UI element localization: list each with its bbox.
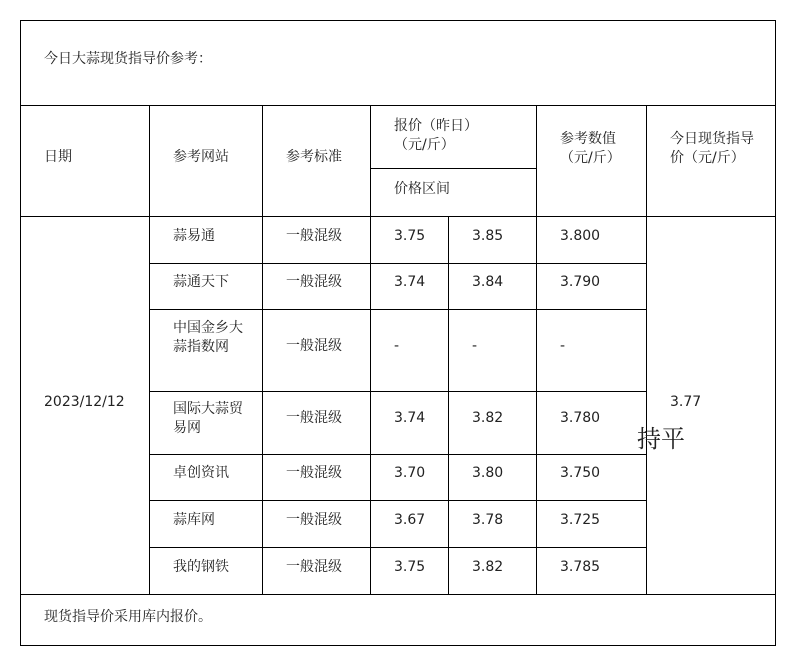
row-divider: [149, 500, 646, 501]
trend-label: 持平: [637, 425, 685, 453]
row-3-site: 中国金乡大蒜指数网: [173, 320, 243, 355]
row-4-high: 3.82: [472, 410, 504, 426]
row-7-high: 3.82: [472, 559, 504, 575]
header-date: 日期: [44, 149, 72, 165]
row-4-standard: 一般混级: [286, 410, 342, 426]
col-divider: [370, 105, 371, 594]
row-divider: [149, 547, 646, 548]
col-divider: [448, 216, 449, 594]
row-4-ref: 3.780: [560, 410, 601, 426]
footnote: 现货指导价采用库内报价。: [44, 609, 212, 625]
row-2-ref: 3.790: [560, 274, 601, 290]
header-guide-price: 今日现货指导价（元/斤）: [670, 131, 754, 166]
col-divider: [646, 105, 647, 594]
col-divider: [536, 105, 537, 594]
col-divider: [149, 105, 150, 594]
row-divider: [149, 391, 646, 392]
title-divider: [20, 105, 776, 106]
row-6-low: 3.67: [394, 512, 426, 528]
row-5-low: 3.70: [394, 465, 426, 481]
row-6-ref: 3.725: [560, 512, 601, 528]
row-4-site: 国际大蒜贸易网: [173, 401, 243, 436]
row-1-standard: 一般混级: [286, 228, 342, 244]
header-ref-value: 参考数值（元/斤）: [560, 131, 621, 166]
row-6-high: 3.78: [472, 512, 504, 528]
row-divider: [149, 263, 646, 264]
table-border: [20, 20, 776, 646]
row-1-low: 3.75: [394, 228, 426, 244]
row-3-low: -: [394, 338, 400, 354]
header-price-range: 价格区间: [394, 181, 450, 197]
header-divider: [20, 216, 776, 217]
row-1-ref: 3.800: [560, 228, 601, 244]
row-7-site: 我的钢铁: [173, 559, 229, 575]
row-2-high: 3.84: [472, 274, 504, 290]
row-2-site: 蒜通天下: [173, 274, 229, 290]
row-3-standard: 一般混级: [286, 338, 342, 354]
row-5-ref: 3.750: [560, 465, 601, 481]
row-2-low: 3.74: [394, 274, 426, 290]
row-divider: [149, 454, 646, 455]
row-6-standard: 一般混级: [286, 512, 342, 528]
row-3-high: -: [472, 338, 478, 354]
row-1-high: 3.85: [472, 228, 504, 244]
row-3-ref: -: [560, 338, 566, 354]
row-4-low: 3.74: [394, 410, 426, 426]
table-title: 今日大蒜现货指导价参考：: [44, 51, 212, 67]
price-table: [20, 20, 776, 646]
row-5-high: 3.80: [472, 465, 504, 481]
row-1-site: 蒜易通: [173, 228, 215, 244]
col-divider: [262, 105, 263, 594]
row-5-site: 卓创资讯: [173, 465, 229, 481]
row-7-low: 3.75: [394, 559, 426, 575]
row-7-standard: 一般混级: [286, 559, 342, 575]
row-5-standard: 一般混级: [286, 465, 342, 481]
footer-divider: [20, 594, 776, 595]
row-divider: [149, 309, 646, 310]
guide-price-value: 3.77: [670, 394, 702, 410]
header-price-yesterday: 报价（昨日）（元/斤）: [394, 118, 478, 153]
header-site: 参考网站: [173, 149, 229, 165]
header-subdivider: [370, 168, 536, 169]
header-standard: 参考标准: [286, 149, 342, 165]
row-7-ref: 3.785: [560, 559, 601, 575]
date-cell: 2023/12/12: [44, 394, 125, 410]
row-2-standard: 一般混级: [286, 274, 342, 290]
row-6-site: 蒜库网: [173, 512, 215, 528]
